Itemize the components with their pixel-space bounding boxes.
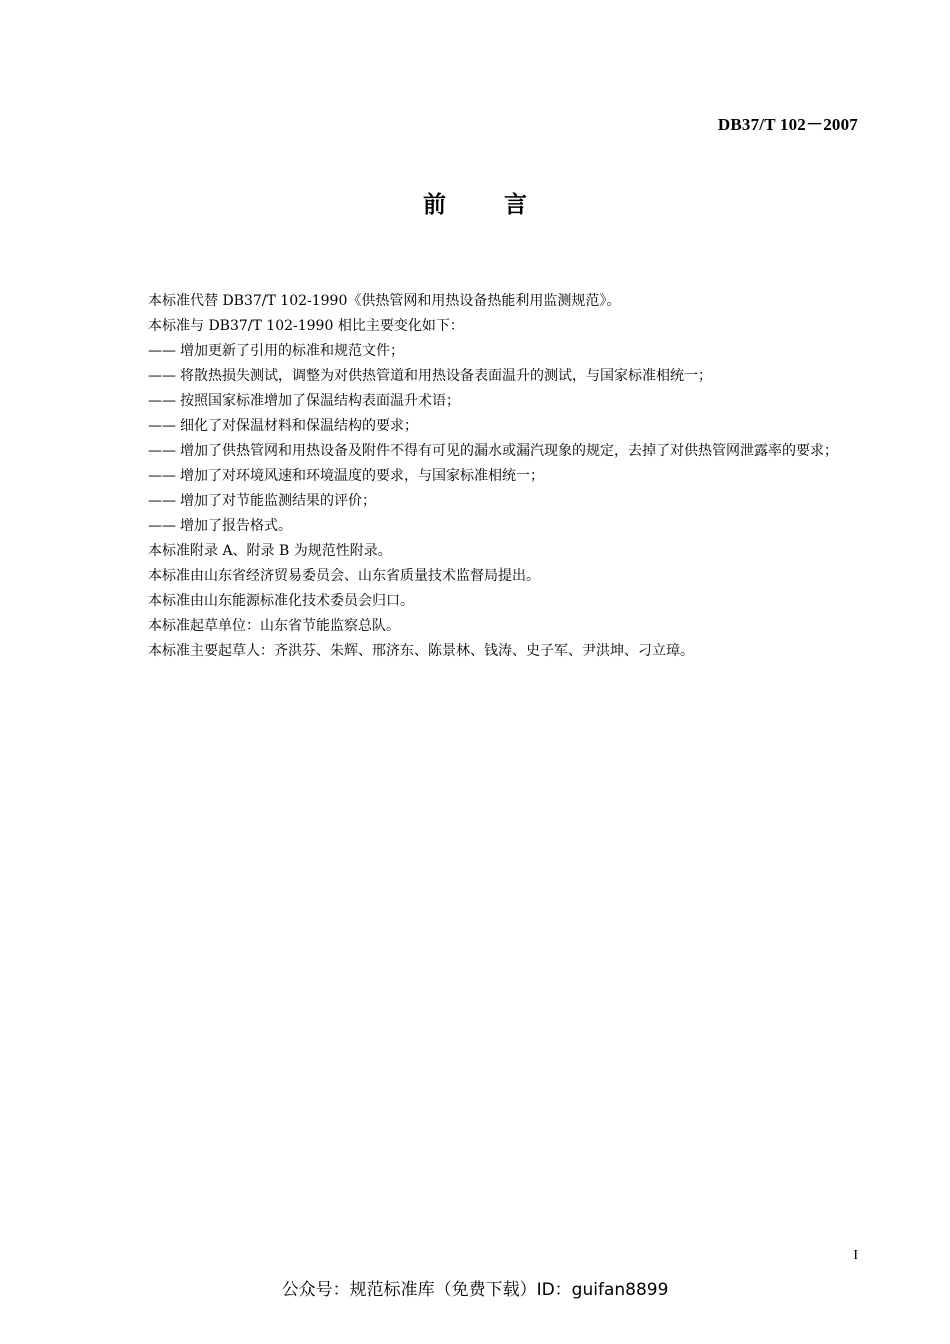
paragraph-drafters: 本标准主要起草人：齐洪芬、朱辉、邢济东、陈景林、钱涛、史子军、尹洪坤、刁立璋。: [148, 643, 694, 659]
list-item: —— 细化了对保温材料和保温结构的要求；: [148, 418, 418, 434]
list-item: —— 增加了对环境风速和环境温度的要求，与国家标准相统一；: [148, 468, 544, 484]
list-item: —— 增加更新了引用的标准和规范文件；: [148, 343, 404, 359]
list-item: —— 增加了对节能监测结果的评价；: [148, 493, 376, 509]
document-body: [116, 289, 860, 664]
page-title: 前言: [423, 192, 585, 218]
standard-code: DB37/T 102－2007: [717, 115, 858, 134]
page-number: I: [853, 1248, 858, 1263]
paragraph-committee: 本标准由山东能源标准化技术委员会归口。: [148, 593, 414, 609]
footer-watermark: 公众号：规范标准库（免费下载）ID：guifan8899: [281, 1280, 669, 1300]
paragraph-changes-intro: 本标准与 DB37/T 102-1990 相比主要变化如下：: [148, 318, 464, 334]
list-item: —— 增加了报告格式。: [148, 518, 292, 534]
list-item: —— 增加了供热管网和用热设备及附件不得有可见的漏水或漏汽现象的规定，去掉了对供热管网泄露率的要求；: [148, 443, 838, 459]
paragraph-appendix: 本标准附录 A、附录 B 为规范性附录。: [148, 543, 392, 559]
paragraph-proposer: 本标准由山东省经济贸易委员会、山东省质量技术监督局提出。: [148, 568, 540, 584]
paragraph-drafting-unit: 本标准起草单位：山东省节能监察总队。: [148, 618, 400, 634]
list-item: —— 将散热损失测试，调整为对供热管道和用热设备表面温升的测试，与国家标准相统一；: [148, 368, 712, 384]
list-item: —— 按照国家标准增加了保温结构表面温升术语；: [148, 393, 460, 409]
paragraph-replaces: 本标准代替 DB37/T 102-1990《供热管网和用热设备热能利用监测规范》。: [148, 293, 621, 309]
